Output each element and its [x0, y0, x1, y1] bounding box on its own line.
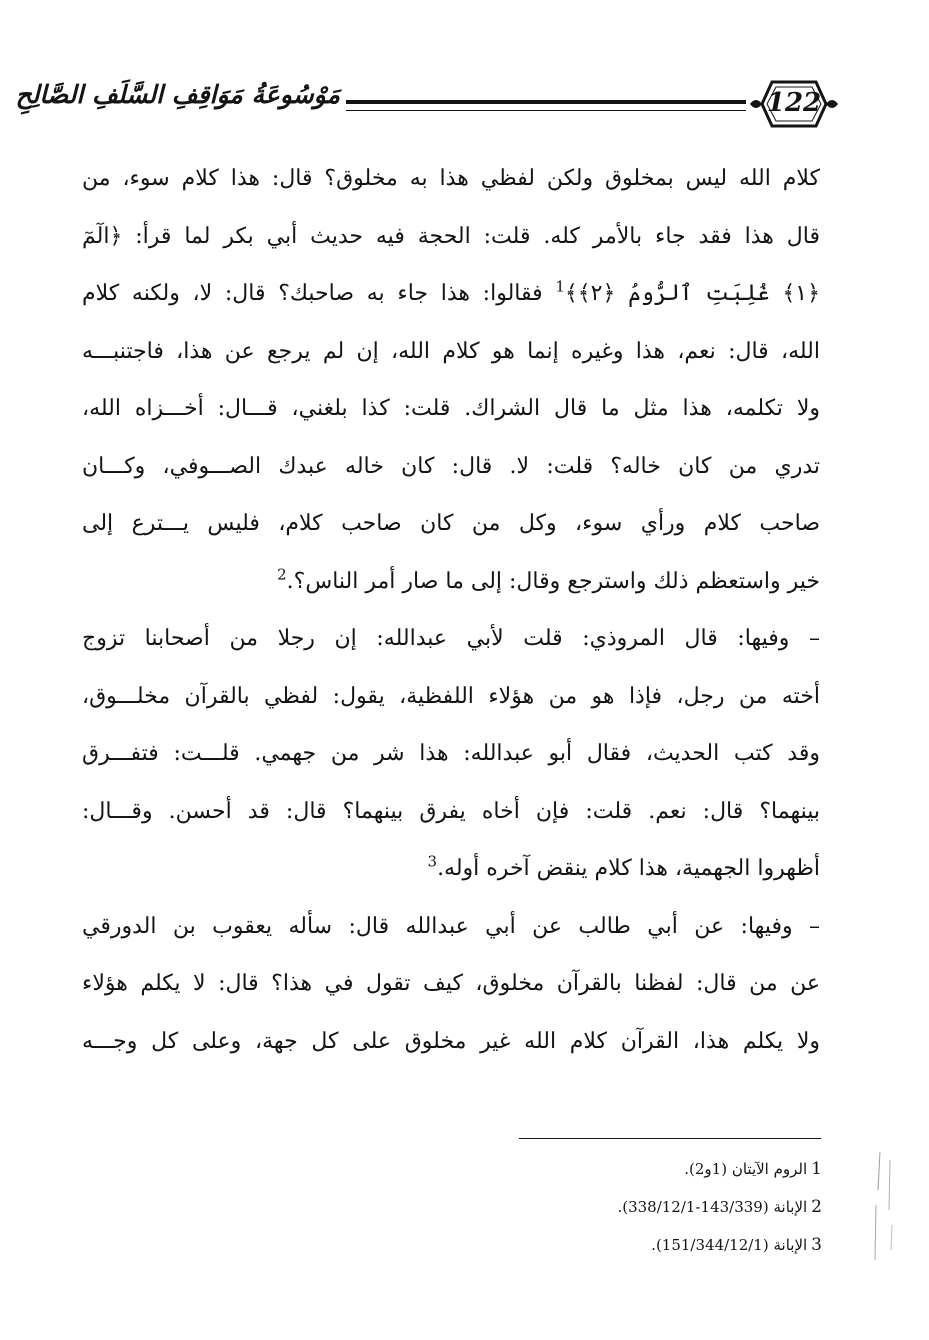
line-text: خير واستعظم ذلك واسترجع وقال: إلى ما صار أمر الناس؟.: [286, 568, 820, 594]
footnote-separator: [519, 1138, 821, 1139]
text-line: [82, 265, 820, 323]
footnote-number: 1: [811, 1159, 822, 1179]
text-line: عن من قال: لفظنا بالقرآن مخلوق، كيف تقول في هذا؟ قال: لا يكلم هؤلاء: [82, 971, 820, 996]
text-line: كلام الله ليس بمخلوق ولكن لفظي هذا به مخلوق؟ قال: هذا كلام سوء، من: [82, 166, 820, 191]
footnote-text: الإبانة (151/344/12/1).: [651, 1236, 808, 1254]
page-number-badge: [748, 74, 840, 134]
footnote: [420, 1150, 822, 1188]
page-number: 122: [766, 88, 822, 118]
text-line: الله، قال: نعم، هذا وغيره إنما هو كلام الله، إن لم يرجع عن هذا، فاجتنبـــه: [82, 338, 820, 364]
footnote: [420, 1188, 822, 1226]
quran-verse: ﴿١﴾ غُلِبَتِ ٱلرُّومُ ﴿٢﴾﴾: [564, 281, 820, 306]
line-text: أظهروا الجهمية، هذا كلام ينقض آخره أوله.: [437, 856, 820, 881]
text-line: – وفيها: عن أبي طالب عن أبي عبدالله قال: سأله يعقوب بن الدورقي: [82, 913, 820, 939]
footnote-text: الروم الآيتان (1و2).: [684, 1160, 808, 1178]
footnote-text: الإبانة (143/339-338/12/1).: [617, 1198, 808, 1216]
text-line: وقد كتب الحديث، فقال أبو عبدالله: هذا شر من جهمي. قلـــت: فتفـــرق: [82, 741, 820, 766]
body-text: [82, 150, 820, 1070]
text-line: ولا تكلمه، هذا مثل ما قال الشراك. قلت: كذا بلغني، قـــال: أخـــزاه الله،: [82, 396, 820, 421]
text-line: قال هذا فقد جاء بالأمر كله. قلت: الحجة فيه حديث أبي بكر لما قرأ: ﴿الٓمٓ: [82, 223, 820, 249]
footnote-ref: 2: [277, 565, 287, 584]
header-rule-thick: [346, 100, 746, 104]
text-line: تدري من كان خاله؟ قلت: لا. قال: كان خاله عبدك الصـــوفي، وكـــان: [82, 453, 820, 479]
footnote-ref: 3: [427, 852, 438, 871]
page-header: [15, 72, 823, 136]
text-line: [82, 840, 820, 898]
line-tail: فقالوا: هذا جاء به صاحبك؟ قال: لا، ولكنه كلام: [82, 281, 556, 306]
text-line: ولا يكلم هذا، القرآن كلام الله غير مخلوق على كل جهة، وعلى كل وجـــه: [82, 1028, 820, 1054]
text-line: – وفيها: قال المروذي: قلت لأبي عبدالله: إن رجلا من أصحابنا تزوج: [82, 626, 820, 651]
header-rule-thin: [346, 110, 746, 111]
margin-marks: [868, 1150, 898, 1270]
text-line: [82, 553, 820, 611]
footnotes: [420, 1150, 822, 1264]
text-line: صاحب كلام ورأي سوء، وكل من كان صاحب كلام، فليس يـــترع إلى: [82, 511, 820, 536]
footnote-number: 2: [811, 1197, 822, 1217]
text-line: أخته من رجل، فإذا هو من هؤلاء اللفظية، يقول: لفظي بالقرآن مخلـــوق،: [82, 683, 820, 709]
running-title: مَوْسُوعَةُ مَوَاقِفِ السَّلَفِ الصَّالِحِ: [15, 80, 340, 109]
footnote: [420, 1226, 822, 1264]
footnote-number: 3: [811, 1235, 822, 1255]
footnote-ref: 1: [555, 277, 565, 296]
text-line: بينهما؟ قال: نعم. قلت: فإن أخاه يفرق بينهما؟ قال: قد أحسن. وقـــال:: [82, 798, 820, 824]
